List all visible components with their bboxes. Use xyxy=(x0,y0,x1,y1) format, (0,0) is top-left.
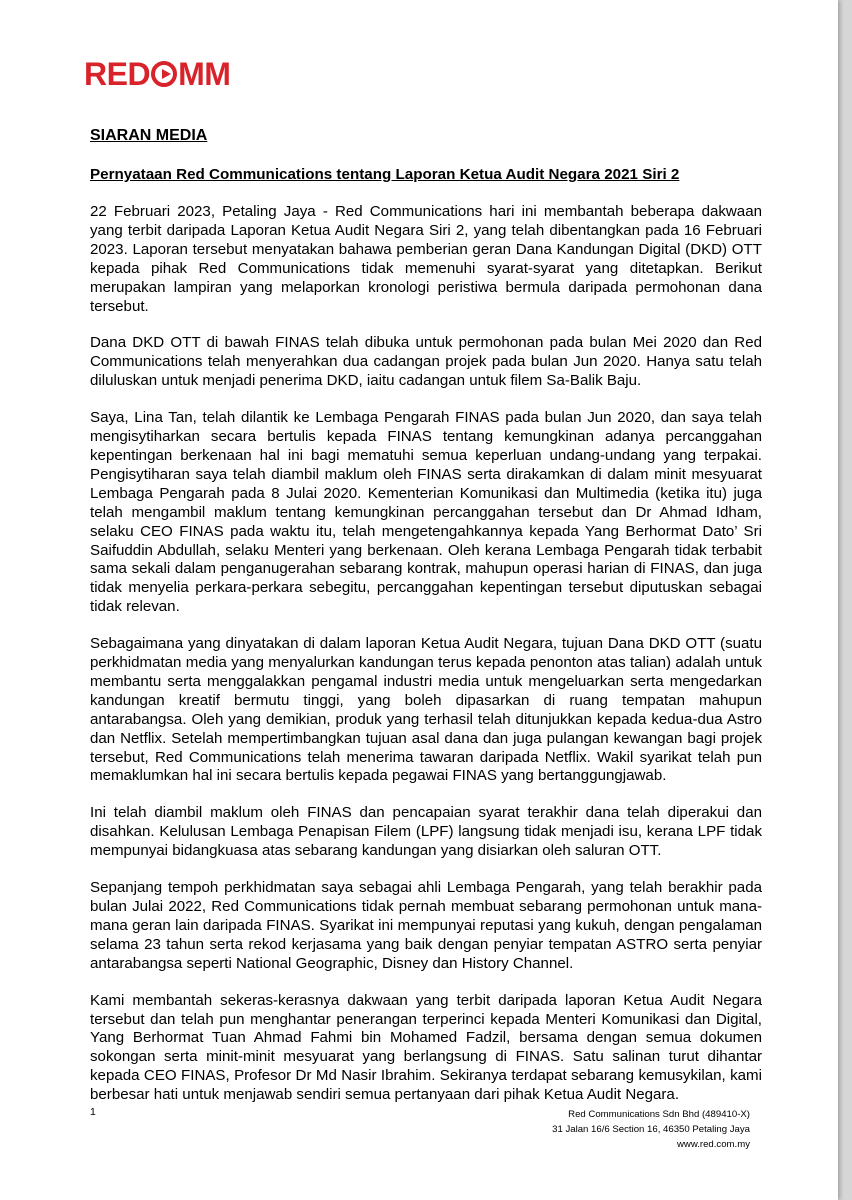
footer-website: www.red.com.my xyxy=(676,1139,750,1150)
paragraph-4: Sebagaimana yang dinyatakan di dalam laporan Ketua Audit Negara, tujuan Dana DKD OTT (suatu perkhidmatan media yang menyalurkan kandungan terus kepada penonton atas talian) adalah untuk membantu serta menggalakkan pengamal industri media untuk mengeluarkan serta mengedarkan kandungan kreatif bermutu tinggi, yang boleh dipasarkan di ruang tempatan mahupun antarabangsa. Oleh yang demikian, produk yang terhasil telah ditunjukkan kepada kedua-dua Astro dan Netflix. Setelah mempertimbangkan tujuan asal dana dan juga pulangan kewangan bagi projek tersebut, Red Communications telah menerima tawaran daripada Netflix. Wakil syarikat telah pun memaklumkan hal ini secara bertulis kepada pegawai FINAS yang bertanggungjawab. xyxy=(90,635,762,785)
footer-address: 31 Jalan 16/6 Section 16, 46350 Petaling Jaya xyxy=(552,1124,750,1135)
document-body xyxy=(90,203,762,1123)
footer-company: Red Communications Sdn Bhd (489410-X) xyxy=(568,1109,750,1120)
document-heading: SIARAN MEDIA xyxy=(90,127,208,144)
paragraph-5: Ini telah diambil maklum oleh FINAS dan pencapaian syarat terakhir dana telah diperakui dan disahkan. Kelulusan Lembaga Penapisan Filem (LPF) langsung tidak menjadi isu, kerana LPF tidak mempunyai bidangkuasa atas sebarang kandungan yang disiarkan oleh saluran OTT. xyxy=(90,804,762,860)
logo-text-prefix: RED xyxy=(84,56,151,92)
paragraph-7: Kami membantah sekeras-kerasnya dakwaan yang terbit daripada laporan Ketua Audit Negara tersebut dan telah pun menghantar penerangan terperinci kepada Menteri Komunikasi dan Digital, Yang Berhormat Tuan Ahmad Fahmi bin Mohamed Fadzil, bersama dengan semua dokumen sokongan serta minit-minit mesyuarat yang berlangsung di FINAS. Satu salinan turut dihantar kepada CEO FINAS, Profesor Dr Md Nasir Ibrahim. Sekiranya terdapat sebarang kemusykilan, kami berbesar hati untuk menjawab sendiri semua pertanyaan dari pihak Ketua Audit Negara. xyxy=(90,991,762,1104)
paragraph-2: Dana DKD OTT di bawah FINAS telah dibuka untuk permohonan pada bulan Mei 2020 dan Red Communications telah menyerahkan dua cadangan projek pada bulan Jun 2020. Hanya satu telah diluluskan untuk menjadi penerima DKD, iaitu cadangan untuk filem Sa-Balik Baju. xyxy=(90,334,762,390)
page-number: 1 xyxy=(90,1106,96,1118)
paragraph-6: Sepanjang tempoh perkhidmatan saya sebagai ahli Lembaga Pengarah, yang telah berakhir pada bulan Julai 2022, Red Communications tidak pernah membuat sebarang permohonan untuk mana-mana geran lain daripada FINAS. Syarikat ini mempunyai reputasi yang kukuh, dengan pengalaman selama 23 tahun serta rekod kerjasama yang baik dengan penyiar tempatan ASTRO serta penyiar antarabangsa seperti National Geographic, Disney dan History Channel. xyxy=(90,879,762,972)
paragraph-1: 22 Februari 2023, Petaling Jaya - Red Communications hari ini membantah beberapa dakwaan yang terbit daripada Laporan Ketua Audit Negara Siri 2, yang telah dibentangkan pada 16 Februari 2023. Laporan tersebut menyatakan bahawa pemberian geran Dana Kandungan Digital (DKD) OTT kepada pihak Red Communications tidak memenuhi syarat-syarat yang ditetapkan. Berikut merupakan lampiran yang melaporkan kronologi peristiwa bermula daripada permohonan dana tersebut. xyxy=(90,203,762,315)
redcomm-logo xyxy=(84,58,230,90)
paragraph-3: Saya, Lina Tan, telah dilantik ke Lembaga Pengarah FINAS pada bulan Jun 2020, dan saya telah mengisytiharkan secara bertulis kepada FINAS tentang kemungkinan adanya percanggahan kepentingan berkenaan hal ini bagi mematuhi semua keperluan undang-undang yang terpakai. Pengisytiharan saya telah diambil maklum oleh FINAS serta dirakamkan di dalam minit mesyuarat Lembaga Pengarah pada 8 Julai 2020. Kementerian Komunikasi dan Multimedia (ketika itu) juga telah mengambil maklum tentang kemungkinan percanggahan tersebut dan Dr Ahmad Idham, selaku CEO FINAS pada waktu itu, telah mengetengahkannya kepada Yang Berhormat Dato’ Sri Saifuddin Abdullah, selaku Menteri yang berkenaan. Oleh kerana Lembaga Pengarah tidak terbabit sama sekali dalam penganugerahan sebarang kontrak, mahupun operasi harian di FINAS, dan juga tidak menyelia perkara-perkara sebegitu, percanggahan kepentingan tersebut diputuskan sebagai tidak relevan. xyxy=(90,409,762,616)
footer-address-block xyxy=(430,1107,750,1152)
document-subheading: Pernyataan Red Communications tentang Laporan Ketua Audit Negara 2021 Siri 2 xyxy=(90,166,680,183)
play-circle-icon xyxy=(151,61,177,87)
logo-text-suffix: MM xyxy=(178,56,231,92)
